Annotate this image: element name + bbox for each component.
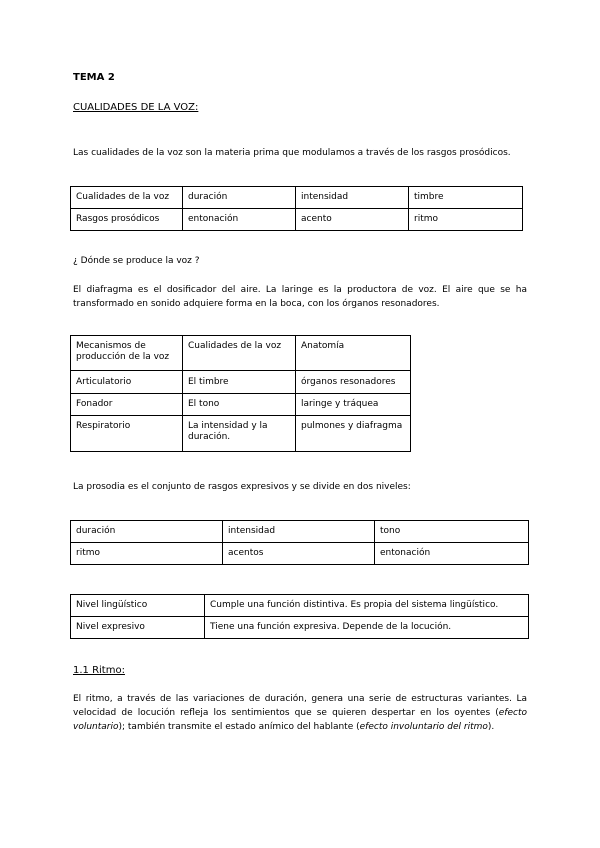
table-cell: tono (375, 521, 529, 543)
table-cell: ritmo (71, 543, 223, 565)
ritmo-italic-text: efecto voluntario (73, 708, 527, 732)
table-cell: Respiratorio (71, 416, 183, 452)
table-cell: duración (183, 187, 296, 209)
table-row (71, 416, 411, 452)
table-cell: intensidad (296, 187, 409, 209)
table-header-cell: Cualidades de la voz (183, 336, 296, 371)
table-cell: El timbre (183, 371, 296, 394)
ritmo-text: ). (487, 722, 495, 732)
table-row (71, 371, 411, 394)
table-cell: pulmones y diafragma (296, 416, 411, 452)
subsection-heading: 1.1 Ritmo: (73, 665, 125, 676)
table-cell: El tono (183, 394, 296, 416)
table-cell: ritmo (409, 209, 523, 231)
table-cell: Fonador (71, 394, 183, 416)
table-row (71, 595, 529, 617)
table-cell: órganos resonadores (296, 371, 411, 394)
ritmo-paragraph (73, 692, 527, 734)
document-title: TEMA 2 (73, 72, 115, 83)
table-cell: entonación (183, 209, 296, 231)
table-row (71, 209, 523, 231)
ritmo-text: ); también transmite el estado anímico del hablante ( (118, 722, 360, 732)
table-cell: Rasgos prosódicos (71, 209, 183, 231)
table-row (71, 394, 411, 416)
prosody-levels-table (70, 594, 529, 639)
table-cell: Nivel lingüístico (71, 595, 205, 617)
table-cell: acentos (223, 543, 375, 565)
table-cell: Cumple una función distintiva. Es propia del sistema lingüístico. (205, 595, 529, 617)
section-heading: CUALIDADES DE LA VOZ: (73, 102, 199, 113)
table-cell: duración (71, 521, 223, 543)
table-cell: timbre (409, 187, 523, 209)
table-row (71, 187, 523, 209)
table-cell: acento (296, 209, 409, 231)
voice-production-table (70, 335, 411, 452)
table-cell: La intensidad y la duración. (183, 416, 296, 452)
table-cell: Tiene una función expresiva. Depende de la locución. (205, 617, 529, 639)
table-cell: intensidad (223, 521, 375, 543)
table-cell: Nivel expresivo (71, 617, 205, 639)
question-text: ¿ Dónde se produce la voz ? (73, 256, 200, 266)
table-cell: Cualidades de la voz (71, 187, 183, 209)
table-header-cell: Mecanismos de producción de la voz (71, 336, 183, 371)
table-header-row (71, 336, 411, 371)
table-header-cell: Anatomía (296, 336, 411, 371)
table-row (71, 521, 529, 543)
ritmo-italic-text: efecto involuntario del ritmo (359, 722, 488, 732)
table-row (71, 617, 529, 639)
table-cell: laringe y tráquea (296, 394, 411, 416)
prosodia-paragraph: La prosodia es el conjunto de rasgos expresivos y se divide en dos niveles: (73, 482, 411, 492)
voice-qualities-table (70, 186, 523, 231)
prosody-features-table (70, 520, 529, 565)
diafragma-paragraph: El diafragma es el dosificador del aire. La laringe es la productora de voz. El aire que se ha transformado en sonido adquiere forma en la boca, con los órganos resonadores. (73, 285, 527, 309)
table-cell: entonación (375, 543, 529, 565)
table-cell: Articulatorio (71, 371, 183, 394)
ritmo-text: El ritmo, a través de las variaciones de duración, genera una serie de estructuras variantes. La velocidad de locución refleja los sentimientos que se quieren despertar en los oyentes ( (73, 694, 527, 718)
table-row (71, 543, 529, 565)
intro-paragraph: Las cualidades de la voz son la materia prima que modulamos a través de los rasgos prosódicos. (73, 148, 511, 158)
